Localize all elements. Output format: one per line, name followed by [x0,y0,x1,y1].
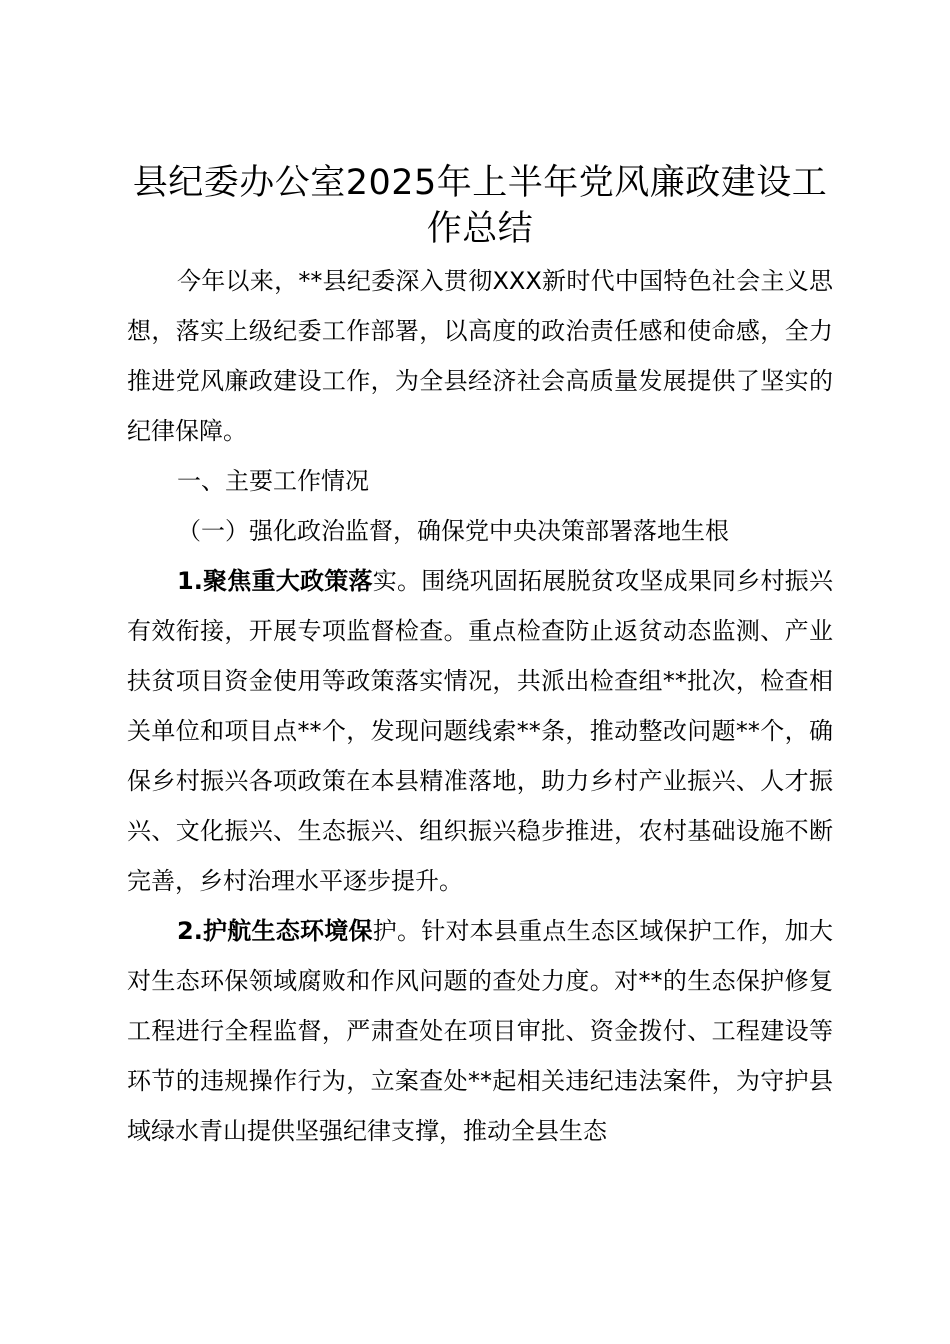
item-2-lead-bold: 2.护航生态环境保 [177,917,373,945]
document-title: 县纪委办公室2025年上半年党风廉政建设工作总结 [132,163,828,249]
item-1-paragraph [127,556,833,906]
document-page [127,160,833,1156]
subsection-heading: （一）强化政治监督，确保党中央决策部署落地生根 [177,517,729,545]
item-2-lead-rest: 护。 [372,917,422,945]
item-1-body: 围绕巩固拓展脱贫攻坚成果同乡村振兴有效衔接，开展专项监督检查。重点检查防止返贫动态监测、产业扶贫项目资金使用等政策落实情况，共派出检查组**批次，检查相关单位和项目点**个，发现问题线索**条，推动整改问题**个，确保乡村振兴各项政策在本县精准落地，助力乡村产业振兴、人才振兴、文化振兴、生态振兴、组织振兴稳步推进，农村基础设施不断完善，乡村治理水平逐步提升。 [127,567,834,895]
item-2-paragraph [127,906,833,1156]
item-1-lead-rest: 实。 [372,567,422,595]
section-heading: 一、主要工作情况 [177,467,369,495]
item-1-lead-bold: 1.聚焦重大政策落 [177,567,373,595]
intro-paragraph: 今年以来，**县纪委深入贯彻XXX新时代中国特色社会主义思想，落实上级纪委工作部署，以高度的政治责任感和使命感，全力推进党风廉政建设工作，为全县经济社会高质量发展提供了坚实的纪律保障。 [127,267,833,445]
item-2-body: 针对本县重点生态区域保护工作，加大对生态环保领域腐败和作风问题的查处力度。对**的生态保护修复工程进行全程监督，严肃查处在项目审批、资金拨付、工程建设等环节的违规操作行为，立案查处**起相关违纪违法案件，为守护县域绿水青山提供坚强纪律支撑，推动全县生态 [127,917,834,1145]
